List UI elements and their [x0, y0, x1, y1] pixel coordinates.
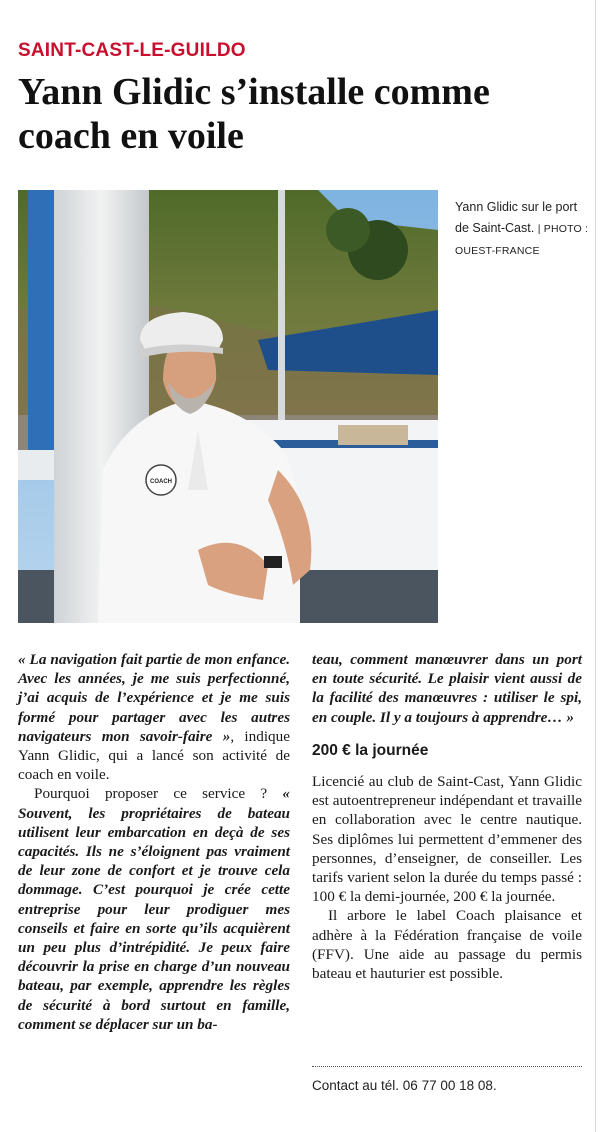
- paragraph-quote-continued: [312, 650, 582, 727]
- page-edge: [595, 0, 596, 1132]
- paragraph-license: Licencié au club de Saint-Cast, Yann Glidic est autoentrepreneur indépendant et travaille en collaboration avec le centre nautique. Ses diplômes lui permettent d’emmener des personnes, d’enseigner, de conseiller. Les tarifs varient selon la durée du temps passé : 100 € la demi-journée, 200 € la journée.: [312, 773, 582, 906]
- why-quote: « Souvent, les propriétaires de bateau utilisent leur embarcation en deçà de ses capacités. Ils ne s’éloignent pas vraiment de leur zone de confort et je trouve cela dommage. C’est pourquoi je crée cette entreprise pour leur prodiguer mes conseils et faire en sorte qu’ils acquièrent un peu plus d’intrépidité. Je peux faire découvrir la prise en charge d’un nouveau bateau, par exemple, apprendre les règles de sécurité à bord surtout en famille, comment se déplacer sur un ba-: [18, 785, 290, 1033]
- why-question: Pourquoi proposer ce service ?: [34, 785, 283, 803]
- coach-badge-text: COACH: [150, 479, 172, 485]
- quote-continued: teau, comment manœuvrer dans un port en toute sécurité. Le plaisir vient aussi de la facilité des manœuvres : utiliser le spi, en couple. Il y a toujours à apprendre… »: [312, 651, 582, 726]
- intro-quote: « La navigation fait partie de mon enfance. Avec les années, je me suis perfectionné, j’ai acquis de l’expérience et je me suis formé pour partager avec les autres navigateurs mon savoir-faire »: [18, 651, 290, 745]
- contact-divider: [312, 1066, 582, 1067]
- caption-text: Yann Glidic sur le port de Saint-Cast.: [455, 200, 578, 235]
- section-subhead: 200 € la journée: [312, 741, 429, 759]
- article-headline: Yann Glidic s’installe comme coach en voile: [18, 71, 490, 157]
- photo-caption: [455, 197, 590, 262]
- article-column-2: [312, 650, 582, 983]
- photo-credit: | PHOTO : OUEST-FRANCE: [455, 223, 589, 257]
- paragraph-label: Il arbore le label Coach plaisance et adhère à la Fédération française de voile (FFV). Une aide au passage du permis bateau et hauturier est possible.: [312, 907, 582, 983]
- intro-text: , indique Yann Glidic, qui a lancé son activité de coach en voile.: [18, 727, 290, 784]
- article-column-1: [18, 650, 290, 1034]
- contact-line: Contact au tél. 06 77 00 18 08.: [312, 1078, 497, 1093]
- paragraph-intro: [18, 650, 290, 784]
- article-kicker: SAINT-CAST-LE-GUILDO: [18, 40, 246, 61]
- article-photo: [18, 190, 438, 623]
- paragraph-why: [18, 784, 290, 1034]
